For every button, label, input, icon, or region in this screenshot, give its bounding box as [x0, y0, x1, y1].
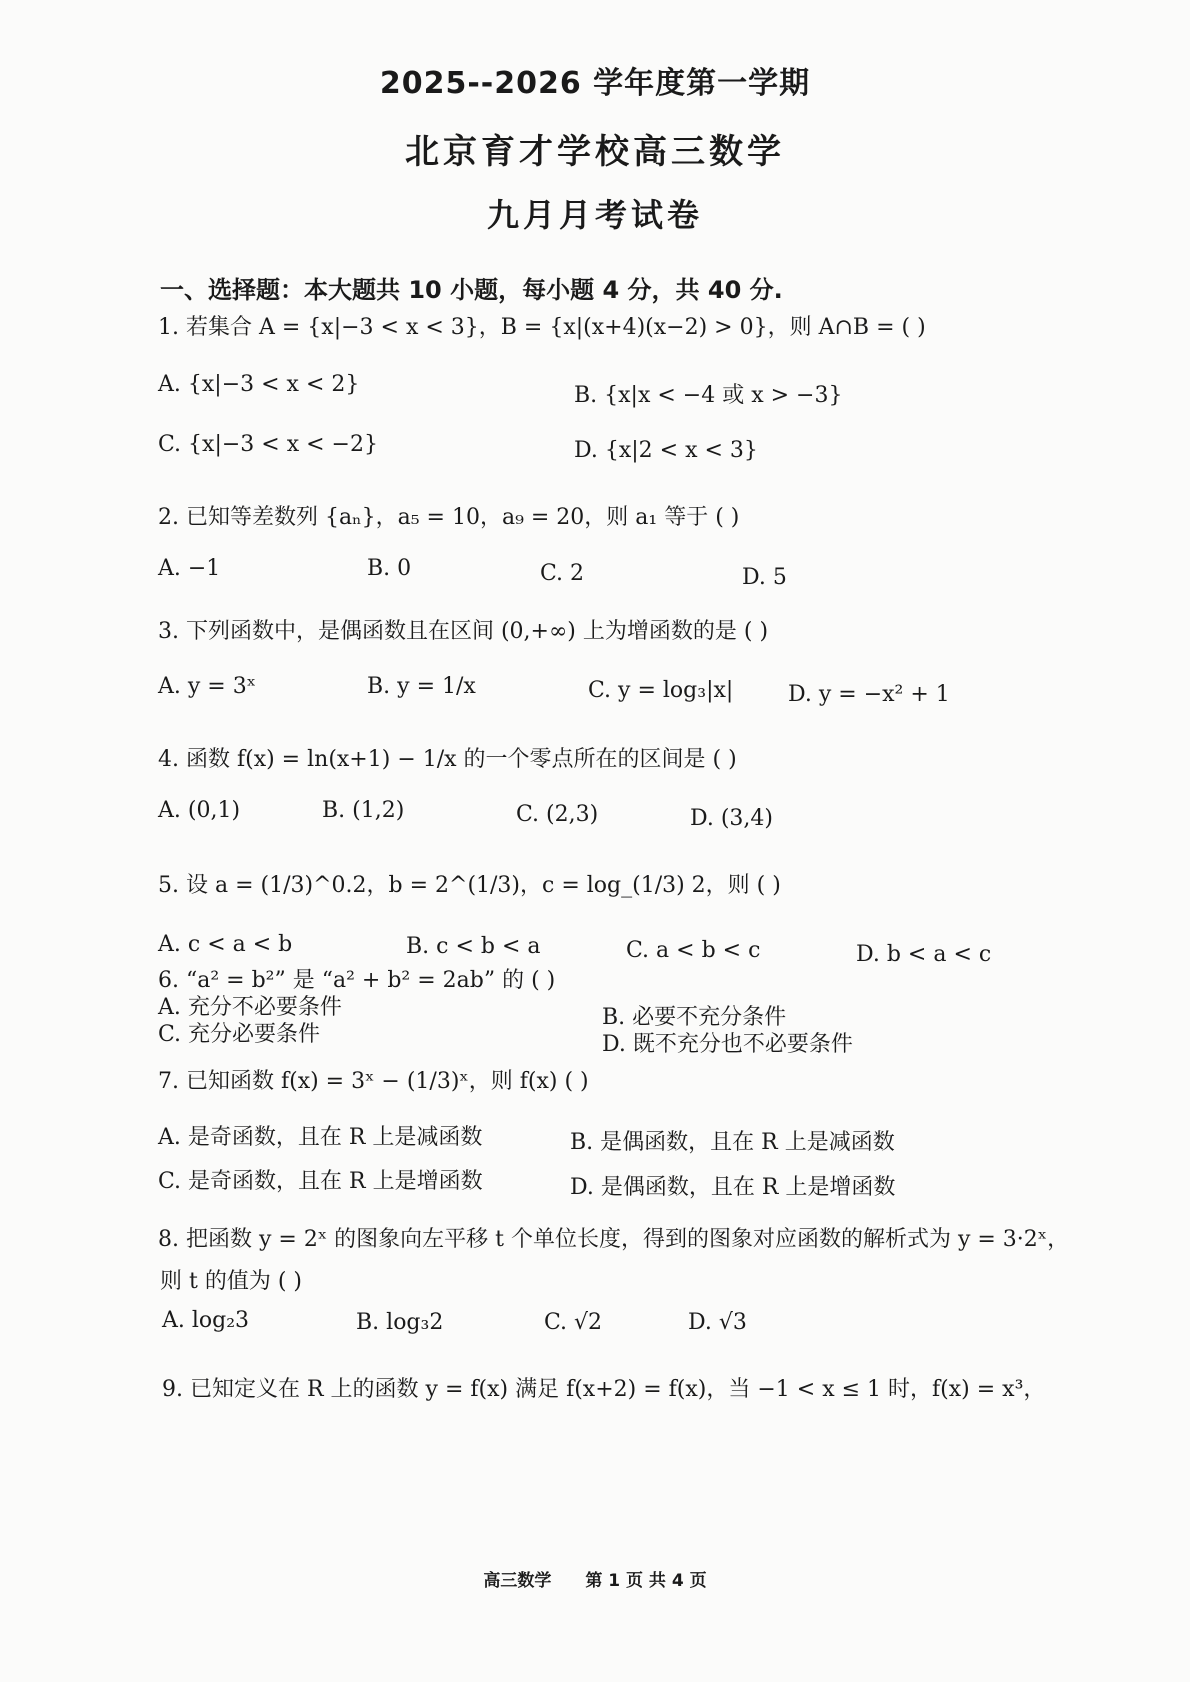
- question-8-stem-continued: 则 t 的值为 ( ): [160, 1269, 302, 1294]
- question-6-option-c: C. 充分必要条件: [158, 1022, 321, 1047]
- question-7-option-d: D. 是偶函数，且在 R 上是增函数: [570, 1175, 896, 1200]
- question-8-stem: 8. 把函数 y = 2ˣ 的图象向左平移 t 个单位长度，得到的图象对应函数的解析式为 y = 3·2ˣ，: [158, 1227, 1070, 1252]
- question-5-option-d: D. b < a < c: [856, 942, 992, 967]
- question-6-option-a: A. 充分不必要条件: [158, 995, 342, 1020]
- page-footer: [0, 1566, 1190, 1591]
- question-1-option-d: D. {x|2 < x < 3}: [574, 438, 758, 463]
- question-5-option-b: B. c < b < a: [406, 934, 541, 959]
- question-7-stem: 7. 已知函数 f(x) = 3ˣ − (1/3)ˣ，则 f(x) ( ): [158, 1069, 589, 1094]
- question-2-stem: 2. 已知等差数列 {aₙ}，a₅ = 10，a₉ = 20，则 a₁ 等于 ( ): [158, 505, 740, 530]
- question-6-option-d: D. 既不充分也不必要条件: [602, 1032, 853, 1057]
- question-3-stem: 3. 下列函数中，是偶函数且在区间 (0,+∞) 上为增函数的是 ( ): [158, 619, 769, 644]
- footer-page-number: 第 1 页 共 4 页: [585, 1571, 707, 1591]
- question-7-option-a: A. 是奇函数，且在 R 上是减函数: [158, 1125, 483, 1150]
- question-6-option-b: B. 必要不充分条件: [602, 1005, 787, 1030]
- question-2-option-b: B. 0: [367, 556, 412, 581]
- question-4-option-b: B. (1,2): [322, 798, 405, 823]
- school-title: 北京育才学校高三数学: [405, 132, 785, 172]
- question-4-stem: 4. 函数 f(x) = ln(x+1) − 1/x 的一个零点所在的区间是 ( ): [158, 747, 737, 772]
- question-3-option-b: B. y = 1/x: [367, 674, 476, 699]
- question-4-option-c: C. (2,3): [516, 802, 599, 827]
- question-9-stem: 9. 已知定义在 R 上的函数 y = f(x) 满足 f(x+2) = f(x)，当 −1 < x ≤ 1 时，f(x) = x³，: [162, 1377, 1046, 1402]
- question-7-option-b: B. 是偶函数，且在 R 上是减函数: [570, 1130, 895, 1155]
- question-4-option-a: A. (0,1): [158, 798, 241, 823]
- section-heading: 一、选择题：本大题共 10 小题，每小题 4 分，共 40 分.: [160, 276, 783, 304]
- question-5-option-a: A. c < a < b: [158, 932, 293, 957]
- question-5-stem: 5. 设 a = (1/3)^0.2，b = 2^(1/3)，c = log_(1/3) 2，则 ( ): [158, 873, 781, 898]
- question-1-option-b: B. {x|x < −4 或 x > −3}: [574, 383, 843, 408]
- question-3-option-d: D. y = −x² + 1: [788, 682, 950, 707]
- exam-title: 九月月考试卷: [486, 196, 703, 234]
- question-1-option-a: A. {x|−3 < x < 2}: [158, 372, 360, 397]
- question-8-option-a: A. log₂3: [162, 1308, 250, 1333]
- question-4-option-d: D. (3,4): [690, 806, 773, 831]
- question-8-option-c: C. √2: [544, 1310, 603, 1335]
- question-2-option-d: D. 5: [742, 565, 787, 590]
- question-1-option-c: C. {x|−3 < x < −2}: [158, 432, 378, 457]
- question-1-stem: 1. 若集合 A = {x|−3 < x < 3}，B = {x|(x+4)(x−2) > 0}，则 A∩B = ( ): [158, 315, 926, 340]
- question-3-option-c: C. y = log₃|x|: [588, 678, 734, 703]
- question-2-option-c: C. 2: [540, 561, 585, 586]
- question-3-option-a: A. y = 3ˣ: [158, 674, 257, 699]
- footer-subject: 高三数学: [483, 1571, 552, 1591]
- question-5-option-c: C. a < b < c: [626, 938, 761, 963]
- question-6-stem: 6. “a² = b²” 是 “a² + b² = 2ab” 的 ( ): [158, 968, 556, 993]
- question-8-option-d: D. √3: [688, 1310, 747, 1335]
- question-8-option-b: B. log₃2: [356, 1310, 444, 1335]
- term-title: 2025--2026 学年度第一学期: [379, 66, 811, 101]
- question-2-option-a: A. −1: [158, 556, 221, 581]
- question-7-option-c: C. 是奇函数，且在 R 上是增函数: [158, 1169, 483, 1194]
